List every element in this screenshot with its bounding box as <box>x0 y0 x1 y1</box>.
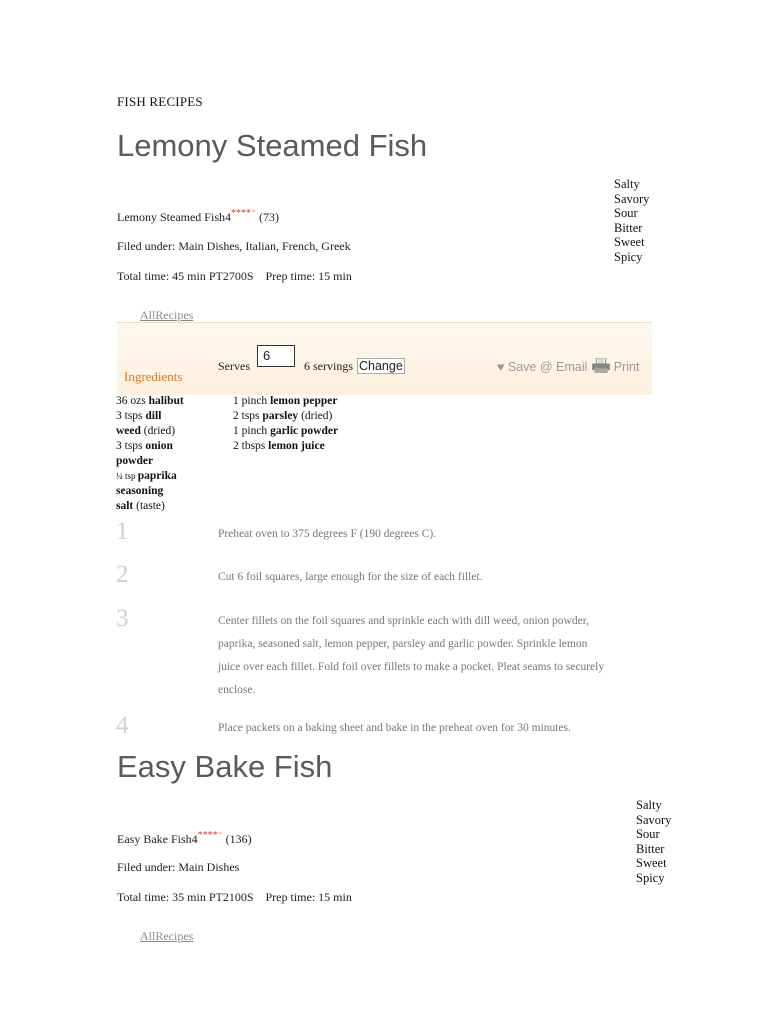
flavor-savory[interactable]: Savory <box>636 812 672 827</box>
ingredient-item: 1 pinch lemon pepper <box>233 395 338 407</box>
flavor-bitter[interactable]: Bitter <box>614 220 643 235</box>
source-link[interactable]: AllRecipes <box>140 929 194 943</box>
recipe-rating-line <box>117 830 252 847</box>
step-number: 3 <box>116 605 129 632</box>
step-text: Place packets on a baking sheet and bake in the preheat oven for 30 minutes. <box>218 722 571 734</box>
flavor-sour[interactable]: Sour <box>636 827 660 842</box>
recipe-rating-line <box>117 208 279 225</box>
ingredients-heading: Ingredients <box>124 369 183 384</box>
filed-under: Filed under: Main Dishes, Italian, French, Greek <box>117 239 351 253</box>
ingredient-item: ¼ tsp paprika <box>116 470 177 482</box>
ingredient-item: weed (dried) <box>116 425 176 437</box>
ingredients-column-2 <box>233 394 433 454</box>
print-button[interactable] <box>591 360 640 374</box>
ingredient-item: seasoning <box>116 485 164 497</box>
ingredient-item: 2 tsps parsley (dried) <box>233 410 333 422</box>
ingredients-column-1 <box>116 394 216 514</box>
step-number: 2 <box>116 561 129 588</box>
section-label: FISH RECIPES <box>117 94 203 109</box>
ingredient-item: 36 ozs halibut <box>116 395 184 407</box>
print-label: Print <box>613 360 640 374</box>
flavor-sour[interactable]: Sour <box>614 206 638 221</box>
prep-time: Prep time: 15 min <box>265 269 352 283</box>
ingredient-item: 2 tbsps lemon juice <box>233 440 325 452</box>
rating-stars[interactable]: ***** <box>197 830 223 841</box>
printer-icon <box>591 358 611 373</box>
rating-stars[interactable]: ***** <box>231 208 256 219</box>
save-button[interactable]: ♥ Save <box>497 360 537 374</box>
flavor-bitter[interactable]: Bitter <box>636 841 665 856</box>
flavor-salty[interactable]: Salty <box>614 177 640 191</box>
step-text: Preheat oven to 375 degrees F (190 degrees C). <box>218 528 437 540</box>
recipe-title: Lemony Steamed Fish <box>117 128 428 163</box>
recipe-name: Easy Bake Fish4 <box>117 832 198 846</box>
flavor-list <box>636 798 671 886</box>
recipe-title: Easy Bake Fish <box>117 749 333 784</box>
rating-count: (73) <box>259 210 279 224</box>
ingredient-item: 1 pinch garlic powder <box>233 425 339 437</box>
serves-label: Serves <box>218 359 250 373</box>
filed-under: Filed under: Main Dishes <box>117 860 240 874</box>
flavor-sweet[interactable]: Sweet <box>614 235 645 250</box>
total-time: Total time: 45 min PT2700S <box>117 269 254 283</box>
servings-text: 6 servings <box>304 359 353 373</box>
step-text: Center fillets on the foil squares and sprinkle each with dill weed, onion powder, paprika, seasoned salt, lemon pepper, parsley and garlic powder. Sprinkle lemon juice over each fillet. Fold foil over fillets to make a pocket. Pleat seams to securely enclose. <box>218 615 605 696</box>
step-number: 4 <box>116 712 129 739</box>
ingredient-item: powder <box>116 455 154 467</box>
serves-input[interactable]: 6 <box>257 345 295 367</box>
flavor-salty[interactable]: Salty <box>636 798 662 812</box>
prep-time: Prep time: 15 min <box>265 890 352 904</box>
flavor-list <box>614 177 649 265</box>
time-line <box>117 890 352 905</box>
total-time: Total time: 35 min PT2100S <box>117 890 254 904</box>
ingredient-item: 3 tsps dill <box>116 410 162 422</box>
rating-count: (136) <box>225 832 252 846</box>
recipe-actions <box>497 358 639 374</box>
time-line <box>117 269 352 284</box>
flavor-sweet[interactable]: Sweet <box>636 856 667 871</box>
change-servings-button[interactable]: Change <box>359 359 403 373</box>
ingredient-item: 3 tsps onion <box>116 440 173 452</box>
step-text: Cut 6 foil squares, large enough for the size of each fillet. <box>218 571 483 583</box>
flavor-spicy[interactable]: Spicy <box>636 870 665 885</box>
ingredient-item: salt (taste) <box>116 500 165 512</box>
recipe-name: Lemony Steamed Fish4 <box>117 210 231 224</box>
flavor-savory[interactable]: Savory <box>614 191 650 206</box>
source-link[interactable]: AllRecipes <box>140 308 194 322</box>
email-button[interactable]: @ Email <box>539 360 588 374</box>
flavor-spicy[interactable]: Spicy <box>614 249 643 264</box>
step-number: 1 <box>116 518 129 545</box>
